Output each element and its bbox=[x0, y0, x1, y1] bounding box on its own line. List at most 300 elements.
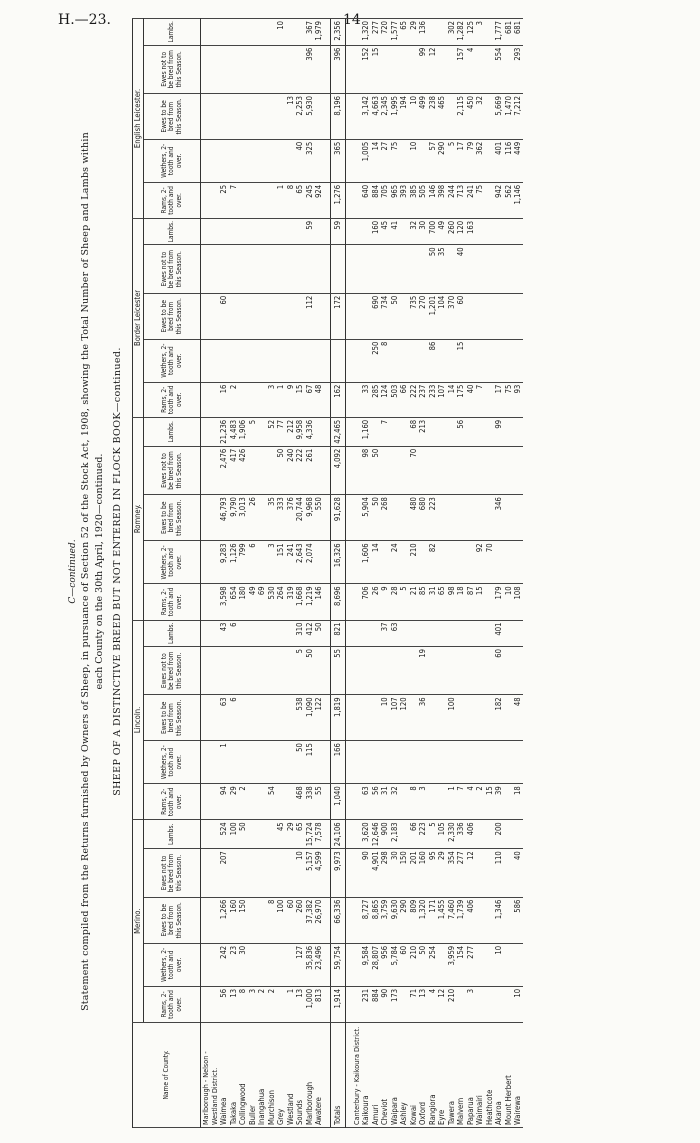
value-cell bbox=[418, 139, 428, 182]
value-cell bbox=[267, 245, 277, 293]
category-header: Rams, 2-tooth and over. bbox=[144, 986, 201, 1022]
value-cell: 8,865 bbox=[371, 897, 381, 943]
value-cell bbox=[399, 741, 409, 784]
value-cell: 1,146 bbox=[513, 182, 523, 218]
value-cell: 1,219 bbox=[305, 584, 315, 620]
value-cell bbox=[371, 417, 381, 446]
value-cell: 16 bbox=[219, 382, 229, 417]
value-cell bbox=[437, 45, 447, 93]
county-name: Cheviot bbox=[380, 1023, 390, 1128]
value-cell: 63 bbox=[390, 620, 400, 646]
empty-cell bbox=[201, 446, 220, 494]
value-cell: 32 bbox=[475, 94, 485, 140]
value-cell: 29 bbox=[286, 820, 296, 849]
value-cell: 8 bbox=[409, 784, 419, 820]
value-cell bbox=[513, 943, 523, 986]
value-cell bbox=[456, 646, 466, 694]
value-cell: 1 bbox=[219, 741, 229, 784]
value-cell: 242 bbox=[219, 943, 229, 986]
value-cell bbox=[475, 741, 485, 784]
value-cell: 302 bbox=[447, 19, 457, 46]
value-cell bbox=[466, 695, 476, 741]
value-cell: 1,606 bbox=[361, 541, 371, 584]
value-cell bbox=[361, 245, 371, 293]
total-cell: 166 bbox=[330, 741, 345, 784]
value-cell bbox=[399, 139, 409, 182]
value-cell bbox=[475, 218, 485, 244]
value-cell bbox=[267, 45, 277, 93]
total-cell: 4,092 bbox=[330, 446, 345, 494]
value-cell: 152 bbox=[361, 45, 371, 93]
value-cell: 4 bbox=[466, 45, 476, 93]
breed-header: Merino. bbox=[133, 820, 144, 1023]
value-cell bbox=[229, 218, 239, 244]
value-cell bbox=[295, 218, 305, 244]
value-cell: 261 bbox=[305, 446, 315, 494]
value-cell bbox=[466, 446, 476, 494]
empty-cell bbox=[352, 620, 362, 646]
empty-cell bbox=[352, 784, 362, 820]
value-cell: 105 bbox=[437, 820, 447, 849]
empty-cell bbox=[201, 695, 220, 741]
value-cell bbox=[437, 495, 447, 541]
value-cell bbox=[314, 339, 324, 382]
value-cell: 586 bbox=[513, 897, 523, 943]
section-heading: SHEEP OF A DISTINCTIVE BREED BUT NOT ENTERED IN FLOCK BOOK—continued. bbox=[112, 347, 123, 796]
value-cell: 690 bbox=[371, 293, 381, 339]
value-cell bbox=[229, 849, 239, 897]
total-cell: 1,040 bbox=[330, 784, 345, 820]
value-cell: 1,320 bbox=[418, 897, 428, 943]
value-cell bbox=[504, 646, 514, 694]
table-row bbox=[494, 19, 504, 1128]
value-cell: 245 bbox=[305, 182, 315, 218]
value-cell bbox=[399, 446, 409, 494]
value-cell: 30 bbox=[390, 849, 400, 897]
value-cell: 9,584 bbox=[361, 943, 371, 986]
value-cell: 2,476 bbox=[219, 446, 229, 494]
value-cell bbox=[380, 741, 390, 784]
value-cell: 5,930 bbox=[305, 94, 315, 140]
value-cell: 14 bbox=[447, 382, 457, 417]
value-cell: 505 bbox=[418, 182, 428, 218]
county-name: Westland bbox=[286, 1023, 296, 1128]
value-cell bbox=[466, 620, 476, 646]
county-name: Rangiora bbox=[428, 1023, 438, 1128]
value-cell bbox=[314, 293, 324, 339]
value-cell: 393 bbox=[399, 182, 409, 218]
value-cell bbox=[504, 339, 514, 382]
value-cell bbox=[276, 784, 286, 820]
empty-cell bbox=[201, 293, 220, 339]
totals-label: Totals bbox=[330, 1023, 345, 1128]
county-name: Kaikoura bbox=[361, 1023, 371, 1128]
value-cell: 200 bbox=[494, 820, 504, 849]
value-cell: 2,183 bbox=[390, 820, 400, 849]
total-cell: 1,819 bbox=[330, 695, 345, 741]
value-cell: 5 bbox=[248, 417, 258, 446]
total-cell: 42,465 bbox=[330, 417, 345, 446]
value-cell bbox=[371, 741, 381, 784]
value-cell bbox=[248, 182, 258, 218]
value-cell bbox=[504, 446, 514, 494]
value-cell bbox=[437, 620, 447, 646]
value-cell: 120 bbox=[456, 218, 466, 244]
value-cell: 2 bbox=[257, 986, 267, 1022]
value-cell: 956 bbox=[380, 943, 390, 986]
value-cell bbox=[229, 339, 239, 382]
total-cell: 55 bbox=[330, 646, 345, 694]
value-cell: 154 bbox=[456, 943, 466, 986]
value-cell: 136 bbox=[418, 19, 428, 46]
value-cell bbox=[475, 646, 485, 694]
value-cell bbox=[513, 245, 523, 293]
value-cell: 10 bbox=[513, 986, 523, 1022]
value-cell: 100 bbox=[447, 695, 457, 741]
value-cell: 7 bbox=[475, 382, 485, 417]
table-row bbox=[257, 19, 267, 1128]
value-cell: 1,995 bbox=[390, 94, 400, 140]
value-cell bbox=[361, 620, 371, 646]
table-row bbox=[276, 19, 286, 1128]
breed-header: Border Leicester bbox=[133, 218, 144, 417]
value-cell: 2,330 bbox=[447, 820, 457, 849]
value-cell: 700 bbox=[428, 218, 438, 244]
value-cell bbox=[229, 293, 239, 339]
value-cell: 3,142 bbox=[361, 94, 371, 140]
value-cell bbox=[267, 741, 277, 784]
value-cell bbox=[409, 741, 419, 784]
value-cell: 900 bbox=[380, 820, 390, 849]
value-cell bbox=[286, 620, 296, 646]
total-cell: 396 bbox=[330, 45, 345, 93]
table-row bbox=[361, 19, 371, 1128]
value-cell: 160 bbox=[371, 218, 381, 244]
value-cell bbox=[295, 45, 305, 93]
value-cell: 4 bbox=[428, 986, 438, 1022]
value-cell: 66 bbox=[409, 820, 419, 849]
value-cell bbox=[494, 245, 504, 293]
empty-cell bbox=[201, 541, 220, 584]
value-cell bbox=[361, 339, 371, 382]
value-cell: 163 bbox=[466, 218, 476, 244]
value-cell bbox=[399, 646, 409, 694]
value-cell bbox=[504, 986, 514, 1022]
value-cell: 5 bbox=[399, 584, 409, 620]
value-cell: 12 bbox=[428, 45, 438, 93]
total-cell: 821 bbox=[330, 620, 345, 646]
district-title-row bbox=[352, 19, 362, 1128]
value-cell bbox=[314, 245, 324, 293]
value-cell: 10 bbox=[409, 94, 419, 140]
value-cell bbox=[286, 849, 296, 897]
value-cell: 942 bbox=[494, 182, 504, 218]
value-cell: 12,646 bbox=[371, 820, 381, 849]
value-cell: 244 bbox=[447, 182, 457, 218]
total-cell: 1,276 bbox=[330, 182, 345, 218]
value-cell bbox=[267, 94, 277, 140]
value-cell: 87 bbox=[466, 584, 476, 620]
value-cell: 9 bbox=[380, 584, 390, 620]
value-cell bbox=[238, 695, 248, 741]
value-cell: 264 bbox=[276, 584, 286, 620]
empty-cell bbox=[352, 646, 362, 694]
value-cell: 4,599 bbox=[314, 849, 324, 897]
value-cell: 310 bbox=[295, 620, 305, 646]
value-cell bbox=[219, 45, 229, 93]
table-row bbox=[314, 19, 324, 1128]
value-cell bbox=[248, 339, 258, 382]
value-cell: 160 bbox=[418, 849, 428, 897]
value-cell bbox=[399, 784, 409, 820]
value-cell: 93 bbox=[513, 382, 523, 417]
value-cell bbox=[447, 620, 457, 646]
value-cell: 10 bbox=[494, 943, 504, 986]
value-cell bbox=[475, 897, 485, 943]
county-name-header: Name of County. bbox=[133, 1023, 201, 1128]
value-cell: 41 bbox=[390, 218, 400, 244]
value-cell bbox=[466, 417, 476, 446]
value-cell bbox=[276, 986, 286, 1022]
value-cell: 212 bbox=[286, 417, 296, 446]
category-header: Lambs. bbox=[144, 620, 201, 646]
breed-header: Lincoln. bbox=[133, 620, 144, 820]
county-name: Sounds bbox=[295, 1023, 305, 1128]
value-cell bbox=[485, 94, 495, 140]
value-cell: 338 bbox=[305, 784, 315, 820]
value-cell: 65 bbox=[399, 19, 409, 46]
table-row bbox=[418, 19, 428, 1128]
value-cell bbox=[437, 541, 447, 584]
value-cell: 37,382 bbox=[305, 897, 315, 943]
category-header: Wethers, 2-tooth and over. bbox=[144, 541, 201, 584]
value-cell: 31 bbox=[428, 584, 438, 620]
value-cell: 77 bbox=[276, 417, 286, 446]
table-row bbox=[295, 19, 305, 1128]
value-cell bbox=[428, 695, 438, 741]
value-cell: 17 bbox=[456, 139, 466, 182]
empty-cell bbox=[201, 182, 220, 218]
value-cell bbox=[494, 293, 504, 339]
value-cell bbox=[399, 245, 409, 293]
county-name: Tawera bbox=[447, 1023, 457, 1128]
value-cell bbox=[513, 417, 523, 446]
value-cell: 40 bbox=[295, 139, 305, 182]
value-cell bbox=[513, 541, 523, 584]
value-cell bbox=[475, 849, 485, 897]
value-cell: 5,784 bbox=[390, 943, 400, 986]
value-cell bbox=[276, 245, 286, 293]
value-cell bbox=[286, 245, 296, 293]
value-cell: 26 bbox=[248, 495, 258, 541]
empty-cell bbox=[201, 45, 220, 93]
value-cell bbox=[399, 620, 409, 646]
total-cell: 24,106 bbox=[330, 820, 345, 849]
table-row bbox=[305, 19, 315, 1128]
value-cell: 182 bbox=[494, 695, 504, 741]
value-cell: 268 bbox=[380, 495, 390, 541]
value-cell bbox=[399, 417, 409, 446]
value-cell: 4,663 bbox=[371, 94, 381, 140]
value-cell: 56 bbox=[456, 417, 466, 446]
category-header: Rams, 2-tooth and over. bbox=[144, 182, 201, 218]
value-cell bbox=[504, 245, 514, 293]
value-cell: 285 bbox=[371, 382, 381, 417]
value-cell: 4,901 bbox=[371, 849, 381, 897]
value-cell bbox=[276, 139, 286, 182]
value-cell bbox=[475, 293, 485, 339]
value-cell: 210 bbox=[409, 541, 419, 584]
empty-cell bbox=[201, 646, 220, 694]
value-cell: 401 bbox=[494, 139, 504, 182]
value-cell bbox=[504, 293, 514, 339]
value-cell bbox=[257, 182, 267, 218]
category-header: Wethers, 2-tooth and over. bbox=[144, 339, 201, 382]
empty-cell bbox=[201, 620, 220, 646]
value-cell: 1,346 bbox=[494, 897, 504, 943]
value-cell: 30 bbox=[238, 943, 248, 986]
doc-reference: H.—23. bbox=[58, 12, 111, 28]
value-cell bbox=[437, 695, 447, 741]
value-cell: 1,005 bbox=[361, 139, 371, 182]
table-row bbox=[466, 19, 476, 1128]
value-cell bbox=[248, 646, 258, 694]
value-cell: 179 bbox=[494, 584, 504, 620]
value-cell: 27 bbox=[380, 139, 390, 182]
value-cell bbox=[428, 784, 438, 820]
value-cell: 180 bbox=[238, 584, 248, 620]
value-cell: 1,282 bbox=[456, 19, 466, 46]
value-cell bbox=[238, 19, 248, 46]
value-cell: 6 bbox=[229, 695, 239, 741]
value-cell bbox=[399, 986, 409, 1022]
value-cell bbox=[409, 695, 419, 741]
value-cell bbox=[447, 541, 457, 584]
empty-cell bbox=[201, 19, 220, 46]
empty-cell bbox=[201, 584, 220, 620]
value-cell bbox=[513, 339, 523, 382]
value-cell bbox=[447, 495, 457, 541]
value-cell bbox=[390, 245, 400, 293]
county-name: Mount Herbert bbox=[504, 1023, 514, 1128]
value-cell: 1,160 bbox=[361, 417, 371, 446]
empty-cell bbox=[352, 446, 362, 494]
value-cell: 2,074 bbox=[305, 541, 315, 584]
total-cell: 2,356 bbox=[330, 19, 345, 46]
value-cell bbox=[418, 245, 428, 293]
value-cell bbox=[485, 495, 495, 541]
value-cell bbox=[257, 417, 267, 446]
value-cell bbox=[485, 182, 495, 218]
value-cell: 449 bbox=[513, 139, 523, 182]
value-cell bbox=[257, 646, 267, 694]
value-cell: 6 bbox=[248, 541, 258, 584]
value-cell: 75 bbox=[504, 382, 514, 417]
empty-cell bbox=[352, 245, 362, 293]
empty-cell bbox=[352, 417, 362, 446]
value-cell: 2,115 bbox=[456, 94, 466, 140]
value-cell: 90 bbox=[361, 849, 371, 897]
value-cell: 20,744 bbox=[295, 495, 305, 541]
value-cell bbox=[314, 218, 324, 244]
value-cell bbox=[314, 741, 324, 784]
value-cell: 277 bbox=[371, 19, 381, 46]
value-cell: 92 bbox=[475, 541, 485, 584]
value-cell: 100 bbox=[229, 820, 239, 849]
value-cell bbox=[238, 94, 248, 140]
value-cell: 48 bbox=[513, 695, 523, 741]
value-cell bbox=[475, 245, 485, 293]
value-cell bbox=[504, 45, 514, 93]
value-cell: 260 bbox=[447, 218, 457, 244]
value-cell: 426 bbox=[238, 446, 248, 494]
county-name: Eyre bbox=[437, 1023, 447, 1128]
value-cell bbox=[248, 849, 258, 897]
value-cell bbox=[238, 382, 248, 417]
value-cell bbox=[238, 245, 248, 293]
value-cell bbox=[418, 541, 428, 584]
value-cell bbox=[399, 541, 409, 584]
value-cell bbox=[267, 139, 277, 182]
value-cell bbox=[456, 741, 466, 784]
value-cell: 120 bbox=[399, 695, 409, 741]
table-row bbox=[456, 19, 466, 1128]
value-cell: 60 bbox=[286, 897, 296, 943]
value-cell bbox=[504, 849, 514, 897]
value-cell bbox=[409, 646, 419, 694]
value-cell: 10 bbox=[276, 19, 286, 46]
value-cell: 13 bbox=[286, 94, 296, 140]
value-cell bbox=[267, 339, 277, 382]
value-cell bbox=[238, 45, 248, 93]
value-cell bbox=[286, 339, 296, 382]
category-header: Ewes not to be bred from this Season. bbox=[144, 245, 201, 293]
empty-cell bbox=[352, 139, 362, 182]
value-cell bbox=[428, 417, 438, 446]
value-cell bbox=[437, 339, 447, 382]
value-cell: 15,724 bbox=[305, 820, 315, 849]
district-title: Canterbury - Kaikoura District. bbox=[352, 1023, 362, 1128]
value-cell: 654 bbox=[229, 584, 239, 620]
value-cell: 65 bbox=[437, 584, 447, 620]
table-row bbox=[475, 19, 485, 1128]
table-row bbox=[437, 19, 447, 1128]
value-cell: 48 bbox=[314, 382, 324, 417]
value-cell bbox=[504, 820, 514, 849]
breed-header: English Leicester. bbox=[133, 19, 144, 219]
county-name: Awatere bbox=[314, 1023, 324, 1128]
value-cell: 43 bbox=[219, 620, 229, 646]
value-cell: 98 bbox=[361, 446, 371, 494]
value-cell: 151 bbox=[276, 541, 286, 584]
value-cell bbox=[229, 646, 239, 694]
value-cell bbox=[229, 94, 239, 140]
value-cell bbox=[504, 897, 514, 943]
value-cell: 68 bbox=[409, 417, 419, 446]
empty-cell bbox=[201, 218, 220, 244]
header-row-breeds bbox=[133, 19, 144, 1128]
value-cell bbox=[428, 446, 438, 494]
value-cell bbox=[494, 986, 504, 1022]
county-name: Buller bbox=[248, 1023, 258, 1128]
value-cell: 57 bbox=[428, 139, 438, 182]
value-cell: 60 bbox=[456, 293, 466, 339]
value-cell: 3 bbox=[248, 986, 258, 1022]
value-cell: 398 bbox=[437, 182, 447, 218]
empty-cell bbox=[352, 820, 362, 849]
breed-header: Romney. bbox=[133, 417, 144, 620]
value-cell bbox=[504, 784, 514, 820]
